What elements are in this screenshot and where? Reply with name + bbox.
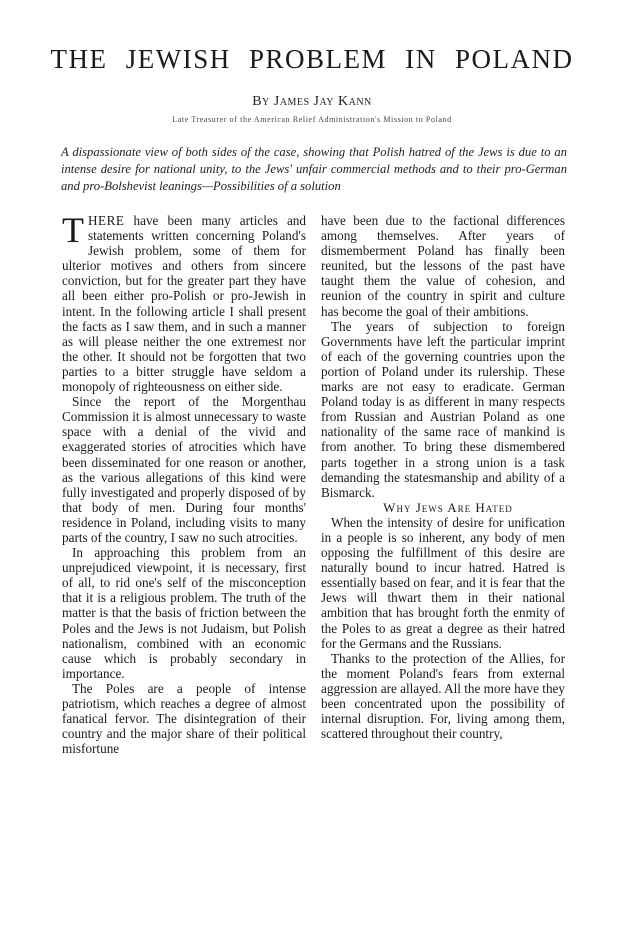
paragraph-text: have been many articles and statements written concerning Poland's Jewish problem, some of them for ulterior motives and others from sincere conviction, but for the greater part they have all been either pro-Polish or pro-Jewish in intent. In the following article I shall present the facts as I saw them, and in such a manner as will please neither the one extremest nor the other. It should not be forgotten that two parties to a bitter struggle have seldom a monopoly of righteousness on either side. — [62, 213, 306, 395]
paragraph: have been due to the factional differences among themselves. After years of dismemberment Poland has finally been reunited, but the lessons of the past have taught them the value of cohesion, and reunion of the country in spirit and culture has become the goal of their ambitions. — [321, 213, 565, 319]
right-column — [321, 213, 565, 741]
left-column — [62, 210, 306, 757]
article-title: THE JEWISH PROBLEM IN POLAND — [50, 44, 574, 74]
paragraph — [62, 210, 306, 395]
paragraph: The Poles are a people of intense patriotism, which reaches a degree of almost fanatical fervor. The disintegration of their country and the major share of their political misfortune — [62, 680, 306, 757]
paragraph: The years of subjection to foreign Governments have left the particular imprint of each of the governing countries upon the portion of Poland under its rulership. These marks are not easy to eradicate. German Poland today is as different in many respects from Russian and Austrian Poland as one nationality of the same race of mankind is from another. To bring these dismembered parts together in a strong union is a task demanding the statesmanship and ability of a Bismarck. — [321, 318, 565, 500]
drop-cap: T — [62, 210, 84, 250]
lead-caps: HERE — [88, 213, 125, 228]
article-summary: A dispassionate view of both sides of the case, showing that Polish hatred of the Jews is due to an intense desire for national unity, to the Jews' unfair commercial methods and to their pro-German and pro-Bolshevist leanings—Possibilities of a solution — [61, 145, 567, 193]
paragraph: When the intensity of desire for unification in a people is so inherent, any body of men opposing the fulfillment of this desire are naturally bound to incur hatred. Hatred is essentially based on fear, and it is fear that the Jews will thwart them in their national ambition that has brought forth the enmity of the Poles to as great a degree as their hatred for the Germans and the Russians. — [321, 514, 565, 651]
section-subheading: Why Jews Are Hated — [383, 499, 513, 515]
paragraph: Since the report of the Morgenthau Commission it is almost unnecessary to waste space with a denial of the vivid and exaggerated stories of atrocities which have been disseminated for one reason or another, as the various allegations of this kind were fully investigated and properly disposed of by that body of men. During four months' residence in Poland, including visits to many parts of the country, I saw no such atrocities. — [62, 394, 306, 545]
author-affiliation: Late Treasurer of the American Relief Administration's Mission to Poland — [172, 115, 452, 124]
author-byline: By James Jay Kann — [252, 94, 372, 109]
paragraph: In approaching this problem from an unprejudiced viewpoint, it is necessary, first of all, to rid one's self of the misconception that it is a religious problem. The truth of the matter is that the basis of friction between the Poles and the Jews is not Judaism, but Polish nationalism, combined with an economic cause which is probably secondary in importance. — [62, 545, 306, 681]
paragraph: Thanks to the protection of the Allies, for the moment Poland's fears from external aggression are allayed. All the more have they been concentrated upon the possibility of internal disruption. For, living among them, scattered throughout their country, — [321, 650, 565, 742]
